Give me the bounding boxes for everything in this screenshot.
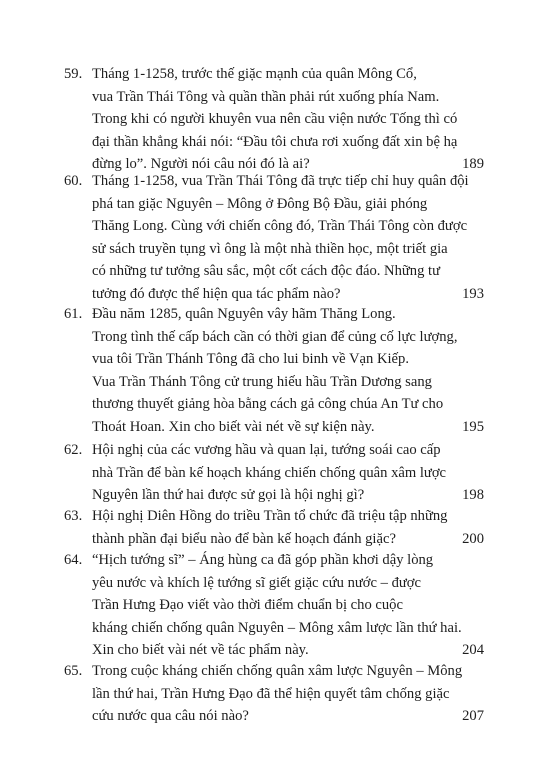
question-line: Nguyên lần thứ hai được sử gọi là hội nghị gì? [92,487,365,503]
question-number: 62. [64,442,83,458]
question-line: yêu nước và khích lệ tướng sĩ giết giặc cứu nước – được [92,574,421,591]
question-line: Hội nghị Diên Hồng do triều Trần tổ chức đã triệu tập những [92,508,448,524]
question-number: 65. [64,663,83,679]
question-line: nhà Trần để bàn kế hoạch kháng chiến chống quân xâm lược [92,464,447,481]
question-line: cứu nước qua câu nói nào? [92,708,249,724]
page-reference: 200 [462,530,484,547]
question-line: đừng lo”. Người nói câu nói đó là ai? [92,156,310,172]
question-number: 60. [64,173,83,189]
question-line: Xin cho biết vài nét về tác phẩm này. [92,642,309,658]
question-line: Trần Hưng Đạo viết vào thời điểm chuẩn bị cho cuộc [92,597,403,613]
question-number: 61. [64,306,83,322]
question-line: Trong tình thế cấp bách cần có thời gian để củng cố lực lượng, [92,328,458,345]
question-line: lần thứ hai, Trần Hưng Đạo đã thể hiện quyết tâm chống giặc [92,685,450,702]
question-line: vua Trần Thái Tông và quần thần phải rút xuống phía Nam. [92,88,440,105]
page-reference: 195 [462,418,484,435]
question-line: thành phần đại biểu nào để bàn kế hoạch đánh giặc? [92,530,396,547]
question-number: 63. [64,508,83,524]
question-line: Tháng 1-1258, trước thế giặc mạnh của quân Mông Cổ, [92,66,417,82]
question-line: Hội nghị của các vương hầu và quan lại, tướng soái cao cấp [92,442,441,458]
page-reference: 189 [462,156,484,172]
page-reference: 207 [462,708,484,724]
page-reference: 204 [462,642,484,658]
question-line: phá tan giặc Nguyên – Mông ở Đông Bộ Đầu, giải phóng [92,195,428,212]
question-number: 59. [64,66,83,82]
question-line: Đầu năm 1285, quân Nguyên vây hãm Thăng Long. [92,306,396,322]
question-line: có những tư tưởng sâu sắc, một cốt cách độc đáo. Những tư [92,263,440,279]
question-line: đại thần khẳng khái nói: “Đầu tôi chưa rơi xuống đất xin bệ hạ [92,133,458,150]
question-line: vua tôi Trần Thánh Tông đã cho lui binh về Vạn Kiếp. [92,351,409,367]
question-line: thương thuyết giảng hòa bằng cách gả công chúa An Tư cho [92,396,444,412]
question-line: tưởng đó được thể hiện qua tác phẩm nào? [92,285,341,302]
question-number: 64. [64,552,83,568]
question-line: “Hịch tướng sĩ” – Áng hùng ca đã góp phần khơi dậy lòng [92,552,434,568]
question-line: Thăng Long. Cùng với chiến công đó, Trần Thái Tông còn được [92,218,468,234]
page-reference: 193 [462,285,484,302]
question-line: Trong khi có người khuyên vua nên cầu viện nước Tống thì có [92,111,458,127]
question-line: sử sách truyền tụng vì ông là một nhà thiền học, một triết gia [92,240,448,257]
question-line: Tháng 1-1258, vua Trần Thái Tông đã trực tiếp chỉ huy quân đội [92,173,469,189]
question-line: Vua Trần Thánh Tông cử trung hiếu hầu Trần Dương sang [92,373,432,390]
page-reference: 198 [462,487,484,503]
question-line: Trong cuộc kháng chiến chống quân xâm lược Nguyên – Mông [92,663,463,679]
question-line: kháng chiến chống quân Nguyên – Mông xâm lược lần thứ hai. [92,619,462,636]
question-line: Thoát Hoan. Xin cho biết vài nét về sự kiện này. [92,418,375,435]
